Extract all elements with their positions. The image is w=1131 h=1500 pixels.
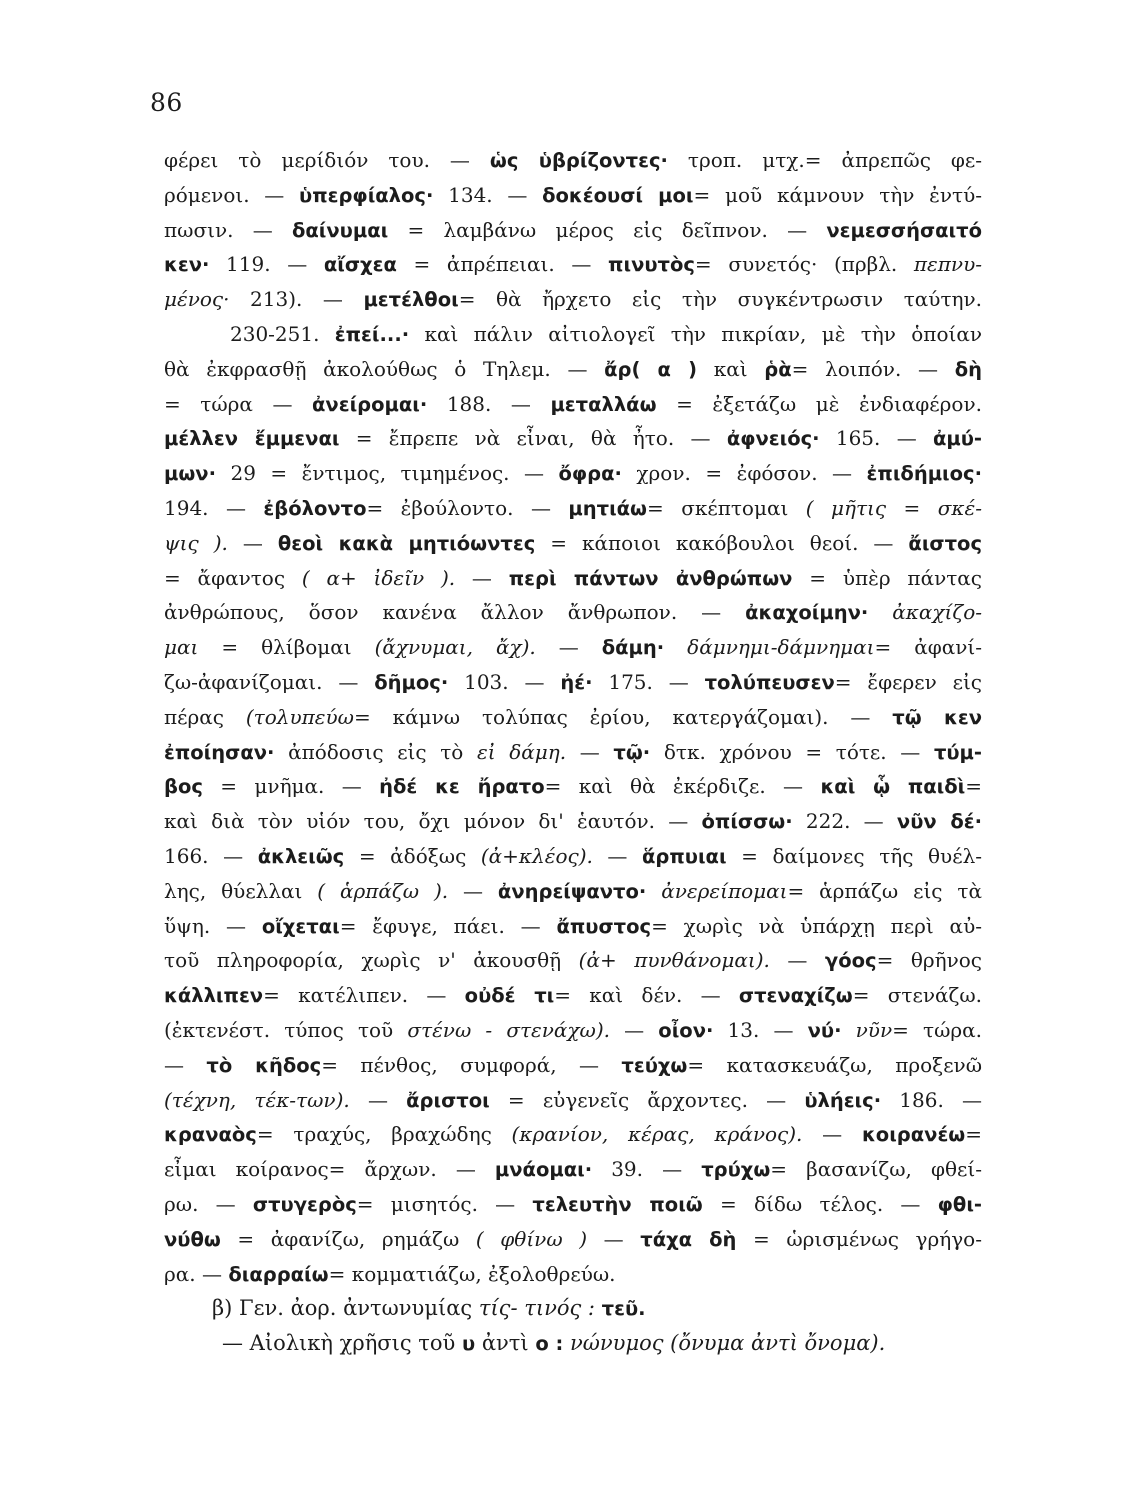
headword: ἀνηρείψαντο· bbox=[497, 879, 647, 903]
text-run: = ἀφανίζω, ρημάζω bbox=[220, 1226, 476, 1251]
text-run: — bbox=[610, 1017, 659, 1042]
text-line bbox=[164, 1117, 982, 1152]
text-run: = ὑπὲρ πάντας bbox=[792, 565, 982, 590]
headword: ἀκλειῶς bbox=[257, 844, 345, 868]
text-run: = μοῦ κάμνουν τὴν ἐντύ- bbox=[693, 182, 982, 207]
italic-run: στένω - στενάχω). bbox=[407, 1017, 611, 1042]
text-line bbox=[164, 735, 982, 770]
text-run: = bbox=[965, 1122, 982, 1147]
italic-run: (τολυπεύω bbox=[245, 704, 354, 729]
text-run: = μνῆμα. — bbox=[202, 774, 380, 799]
text-line bbox=[164, 1013, 982, 1048]
headword: φθι- bbox=[937, 1192, 982, 1216]
text-run: = εὐγενεῖς ἄρχοντες. — bbox=[489, 1087, 805, 1112]
headword: ὀπίσσω· bbox=[701, 810, 793, 834]
text-run: ὕψη. — bbox=[164, 913, 262, 938]
text-run: δτκ. χρόνου = τότε. — bbox=[650, 739, 934, 764]
text-run: = καὶ δέν. — bbox=[554, 983, 739, 1008]
text-run bbox=[595, 1296, 602, 1320]
italic-run: (τέχνη, τέκ-των). bbox=[164, 1087, 350, 1112]
italic-run: (ἀ+κλέος). bbox=[480, 843, 593, 868]
headword: τῷ κεν bbox=[892, 705, 982, 729]
text-run: εἶμαι κοίρανος= ἄρχων. — bbox=[164, 1157, 495, 1182]
text-line bbox=[164, 1257, 982, 1292]
text-run: λης, θύελλαι bbox=[164, 878, 318, 903]
headword: δαίνυμαι bbox=[292, 218, 389, 242]
headword: τὸ κῆδος bbox=[206, 1053, 322, 1077]
text-run: = συνετός· (πρβλ. bbox=[694, 252, 914, 277]
italic-run: ἀνερείπομαι bbox=[661, 878, 788, 903]
text-run: = ἔπρεπε νὰ εἶναι, θὰ ἦτο. — bbox=[339, 426, 727, 451]
text-line bbox=[164, 247, 982, 282]
text-run: 194. — bbox=[164, 495, 264, 520]
headword: θεοὶ κακὰ μητιόωντες bbox=[277, 531, 536, 555]
italic-run: ( μῆτις = σκέ- bbox=[805, 495, 982, 520]
text-run: = λαμβάνω μέρος εἰς δεῖπνον. — bbox=[388, 217, 827, 242]
headword: τῷ· bbox=[613, 740, 651, 764]
text-run: 213). — bbox=[229, 287, 364, 312]
text-body bbox=[164, 143, 982, 1361]
text-run: — bbox=[349, 1087, 407, 1112]
headword: κεν· bbox=[164, 253, 210, 277]
text-run: — Αἰολικὴ χρῆσις τοῦ bbox=[222, 1331, 463, 1356]
text-line bbox=[164, 839, 982, 874]
text-run: = ἔφερεν εἰς bbox=[834, 669, 982, 694]
headword: δάμη· bbox=[601, 636, 665, 660]
headword: μέλλεν ἔμμεναι bbox=[164, 427, 340, 451]
text-line bbox=[164, 317, 982, 352]
text-run: = δαίμονες τῆς θυέλ- bbox=[726, 843, 982, 868]
text-run: = κάμνω τολύπας ἐρίου, κατεργάζομαι). — bbox=[353, 704, 893, 729]
headword: ο : bbox=[535, 1332, 564, 1356]
headword: κραναὸς bbox=[164, 1123, 257, 1147]
headword: μετέλθοι bbox=[363, 288, 459, 312]
italic-run: νώνυμος (ὄνυμα ἀντὶ ὄνομα). bbox=[570, 1331, 886, 1356]
text-run bbox=[664, 635, 687, 659]
headword: ἠδέ κε ἤρατο bbox=[379, 775, 545, 799]
text-run: = bbox=[965, 774, 982, 799]
text-run: = θρῆνος bbox=[876, 948, 982, 973]
text-run: = κατέλιπεν. — bbox=[263, 983, 465, 1008]
text-run: 29 = ἔντιμος, τιμημένος. — bbox=[216, 461, 559, 486]
headword: ἄιστος bbox=[908, 531, 982, 555]
text-run: χρον. = ἐφόσον. — bbox=[621, 461, 867, 486]
text-line bbox=[164, 282, 982, 317]
text-run: = ἁρπάζω εἰς τὰ bbox=[787, 878, 982, 903]
text-line bbox=[164, 665, 982, 700]
text-line bbox=[164, 491, 982, 526]
headword: κάλλιπεν bbox=[164, 984, 264, 1008]
text-line bbox=[164, 387, 982, 422]
text-run: καὶ bbox=[697, 356, 765, 381]
text-run: — bbox=[592, 843, 643, 868]
text-line bbox=[164, 456, 982, 491]
text-run: (ἐκτενέστ. τύπος τοῦ bbox=[164, 1017, 408, 1042]
text-line bbox=[164, 769, 982, 804]
text-run: = χωρὶς νὰ ὑπάρχῃ περὶ αὐ- bbox=[651, 913, 982, 938]
text-run: = στενάζω. bbox=[852, 983, 982, 1008]
text-run: 39. — bbox=[592, 1157, 702, 1182]
text-line bbox=[164, 561, 982, 596]
text-run: — bbox=[587, 1226, 641, 1251]
text-run: = καὶ θὰ ἐκέρδιζε. — bbox=[544, 774, 821, 799]
text-run: β) Γεν. ἀορ. ἀντωνυμίας bbox=[212, 1296, 479, 1321]
text-line bbox=[164, 874, 982, 909]
italic-run: ψις ). bbox=[164, 530, 228, 555]
headword: ἀκαχοίμην· bbox=[745, 601, 869, 625]
text-run: = θὰ ἤρχετο εἰς τὴν συγκέντρωσιν ταύτην. bbox=[458, 287, 982, 312]
headword: τολύπευσεν bbox=[704, 670, 835, 694]
headword: ῥὰ bbox=[764, 357, 792, 381]
text-run: πωσιν. — bbox=[164, 217, 292, 242]
italic-run: ( φθίνω ) bbox=[475, 1226, 588, 1251]
text-run bbox=[868, 600, 892, 624]
headword: ἀνείρομαι· bbox=[312, 392, 428, 416]
text-run: καὶ διὰ τὸν υἱόν του, ὄχι μόνον δι' ἑαυτόν. — bbox=[164, 809, 702, 834]
headword: περὶ πάντων ἀνθρώπων bbox=[508, 566, 793, 590]
headword: ἐπεί...· bbox=[334, 322, 410, 346]
text-line bbox=[164, 1152, 982, 1187]
text-line bbox=[164, 595, 982, 630]
text-run: 175. — bbox=[592, 669, 705, 694]
italic-run: μένος· bbox=[164, 287, 230, 312]
text-run bbox=[646, 879, 661, 903]
italic-run: τίς- τινός : bbox=[478, 1296, 595, 1321]
text-run: = λοιπόν. — bbox=[791, 356, 955, 381]
italic-run: ἀκαχίζο- bbox=[892, 600, 982, 625]
text-run: πέρας bbox=[164, 704, 246, 729]
text-run: 166. — bbox=[164, 843, 258, 868]
headword: νύ· bbox=[807, 1018, 842, 1042]
headword: τεῦ. bbox=[601, 1297, 646, 1321]
text-run: — bbox=[455, 565, 509, 590]
text-run: = τώρα. bbox=[892, 1017, 982, 1042]
text-run: τροπ. μτχ.= ἀπρεπῶς φε- bbox=[667, 148, 982, 172]
headword: μητιάω bbox=[568, 496, 648, 520]
text-run: = πένθος, συμφορά, — bbox=[321, 1052, 622, 1077]
footer-line-1 bbox=[164, 1291, 982, 1326]
text-run: = τώρα — bbox=[164, 391, 313, 416]
italic-run: πεπνυ- bbox=[913, 252, 982, 277]
text-run: ἀντὶ bbox=[475, 1331, 536, 1356]
headword: μνάομαι· bbox=[494, 1158, 593, 1182]
text-run: 186. — bbox=[881, 1087, 982, 1112]
text-line bbox=[164, 700, 982, 735]
text-run: καὶ πάλιν αἰτιολογεῖ τὴν πικρίαν, μὲ τὴν ὁποίαν bbox=[409, 321, 982, 346]
text-run: — bbox=[769, 948, 825, 973]
text-line bbox=[164, 526, 982, 561]
italic-run: μαι bbox=[164, 635, 199, 660]
text-run bbox=[841, 1018, 855, 1042]
text-run: 188. — bbox=[427, 391, 551, 416]
text-run: = ἔφυγε, πάει. — bbox=[339, 913, 557, 938]
text-run: = ὡρισμένως γρήγο- bbox=[736, 1226, 982, 1251]
text-run: ρόμενοι. — bbox=[164, 182, 300, 207]
text-run: = μισητός. — bbox=[356, 1191, 533, 1216]
text-run: ρα. — bbox=[164, 1261, 229, 1286]
text-run: = ἀφανί- bbox=[874, 635, 982, 660]
headword: καὶ ᾧ παιδὶ bbox=[820, 775, 966, 799]
text-run: = ἀπρέπειαι. — bbox=[396, 252, 609, 277]
text-line bbox=[164, 213, 982, 248]
text-run: 119. — bbox=[209, 252, 324, 277]
headword: ἐποίησαν· bbox=[164, 740, 275, 764]
italic-run: δάμνημι-δάμνημαι bbox=[687, 635, 875, 660]
italic-run: (κρανίον, κέρας, κράνος). bbox=[511, 1122, 803, 1147]
headword: ὑπερφίαλος· bbox=[299, 183, 434, 207]
headword: ἠέ· bbox=[560, 670, 593, 694]
headword: γόος bbox=[824, 949, 877, 973]
headword: τρύχω bbox=[701, 1158, 771, 1182]
headword: οἶον· bbox=[658, 1018, 714, 1042]
text-run: ζω-ἀφανίζομαι. — bbox=[164, 669, 375, 694]
text-run: θὰ ἐκφρασθῇ ἀκολούθως ὁ Τηλεμ. — bbox=[164, 356, 605, 381]
headword: ἄπυστος bbox=[556, 914, 652, 938]
text-run: ἀπόδοσις εἰς τὸ bbox=[274, 739, 477, 764]
text-run: = κάποιοι κακόβουλοι θεοί. — bbox=[535, 530, 909, 555]
headword: βος bbox=[164, 775, 203, 799]
text-run: — bbox=[227, 530, 278, 555]
headword: ὡς ὑβρίζοντες· bbox=[489, 149, 668, 172]
text-line bbox=[164, 1187, 982, 1222]
headword: αἴσχεα bbox=[323, 253, 397, 277]
headword: οἴχεται bbox=[261, 914, 340, 938]
text-run: τοῦ πληροφορία, χωρὶς ν' ἀκουσθῇ bbox=[164, 948, 579, 973]
text-line bbox=[164, 352, 982, 387]
text-run: 165. — bbox=[819, 426, 933, 451]
headword: ὄφρα· bbox=[558, 462, 622, 486]
headword: νῦν δέ· bbox=[896, 810, 982, 834]
headword: ἀφνειός· bbox=[726, 427, 820, 451]
text-run: = κατασκευάζω, προξενῶ bbox=[687, 1052, 982, 1077]
text-run: = βασανίζω, φθεί- bbox=[770, 1157, 982, 1182]
headword: ἀμύ- bbox=[933, 427, 982, 451]
text-line bbox=[164, 1222, 982, 1257]
italic-run: ( α+ ἰδεῖν ). bbox=[301, 565, 456, 590]
headword: τελευτὴν ποιῶ bbox=[532, 1192, 703, 1216]
headword: διαρραίω bbox=[228, 1262, 329, 1286]
text-line bbox=[164, 1048, 982, 1083]
text-run: — bbox=[535, 635, 602, 660]
italic-run: νῦν bbox=[855, 1017, 893, 1042]
headword: κοιρανέω bbox=[861, 1123, 966, 1147]
headword: ἄριστοι bbox=[406, 1088, 490, 1112]
headword: στεναχίζω bbox=[738, 984, 853, 1008]
headword: δὴ bbox=[954, 357, 982, 381]
text-line bbox=[164, 143, 982, 178]
footer-line-2 bbox=[164, 1326, 982, 1361]
headword: ἅρπυιαι bbox=[642, 844, 727, 868]
text-run: 222. — bbox=[792, 809, 897, 834]
text-run: 230-251. bbox=[230, 321, 335, 346]
headword: τάχα δὴ bbox=[640, 1227, 737, 1251]
headword: μεταλλάω bbox=[550, 392, 657, 416]
headword: υ bbox=[462, 1332, 476, 1356]
text-run: φέρει τὸ μερίδιόν του. — bbox=[164, 148, 490, 172]
text-run: — bbox=[566, 739, 614, 764]
text-run: — bbox=[802, 1122, 862, 1147]
text-line bbox=[164, 804, 982, 839]
headword: πινυτὸς bbox=[608, 253, 695, 277]
text-line bbox=[164, 1083, 982, 1118]
text-run: 134. — bbox=[433, 182, 543, 207]
text-run: ἀνθρώπους, ὅσον κανένα ἄλλον ἄνθρωπον. — bbox=[164, 600, 746, 625]
headword: μων· bbox=[164, 462, 216, 486]
italic-run: (ἄχνυμαι, ἄχ). bbox=[374, 635, 536, 660]
text-run: = ἐξετάζω μὲ ἐνδιαφέρον. bbox=[656, 391, 982, 416]
headword: ἐπιδήμιος· bbox=[866, 462, 982, 486]
text-line bbox=[164, 909, 982, 944]
headword: οὐδέ τι bbox=[464, 984, 555, 1008]
text-run: = σκέπτομαι bbox=[647, 495, 806, 520]
text-line bbox=[164, 178, 982, 213]
headword: δοκέουσί μοι bbox=[542, 183, 694, 207]
text-run: 103. — bbox=[448, 669, 561, 694]
text-line bbox=[164, 421, 982, 456]
italic-run: ( ἁρπάζω ). bbox=[317, 878, 449, 903]
headword: δῆμος· bbox=[374, 670, 449, 694]
text-line bbox=[164, 630, 982, 665]
headword: ὑλήεις· bbox=[804, 1088, 882, 1112]
italic-run: (ἀ+ πυνθάνομαι). bbox=[578, 948, 770, 973]
headword: ἄρ( α ) bbox=[604, 357, 697, 381]
headword: τύμ- bbox=[933, 740, 982, 764]
headword: τεύχω bbox=[621, 1053, 688, 1077]
text-run: — bbox=[448, 878, 498, 903]
text-run bbox=[563, 1331, 570, 1355]
text-run: ρω. — bbox=[164, 1191, 253, 1216]
text-run: = δίδω τέλος. — bbox=[702, 1191, 938, 1216]
text-run: = τραχύς, βραχώδης bbox=[256, 1122, 512, 1147]
headword: ἐβόλοντο bbox=[263, 496, 367, 520]
text-run: — bbox=[164, 1052, 207, 1077]
italic-run: εἰ δάμη. bbox=[476, 739, 567, 764]
text-run: = ἐβούλοντο. — bbox=[366, 495, 569, 520]
text-run: = ἄφαντος bbox=[164, 565, 302, 590]
text-line bbox=[164, 943, 982, 978]
text-line bbox=[164, 978, 982, 1013]
text-run: 13. — bbox=[713, 1017, 808, 1042]
text-run: = κομματιάζω, ἐξολοθρεύω. bbox=[328, 1261, 616, 1286]
headword: στυγερὸς bbox=[252, 1192, 357, 1216]
text-run: = θλίβομαι bbox=[198, 635, 375, 660]
headword: νύθω bbox=[164, 1227, 221, 1251]
headword: νεμεσσήσαιτό bbox=[826, 218, 982, 242]
page-number: 86 bbox=[150, 88, 183, 117]
text-run: = ἀδόξως bbox=[344, 843, 481, 868]
